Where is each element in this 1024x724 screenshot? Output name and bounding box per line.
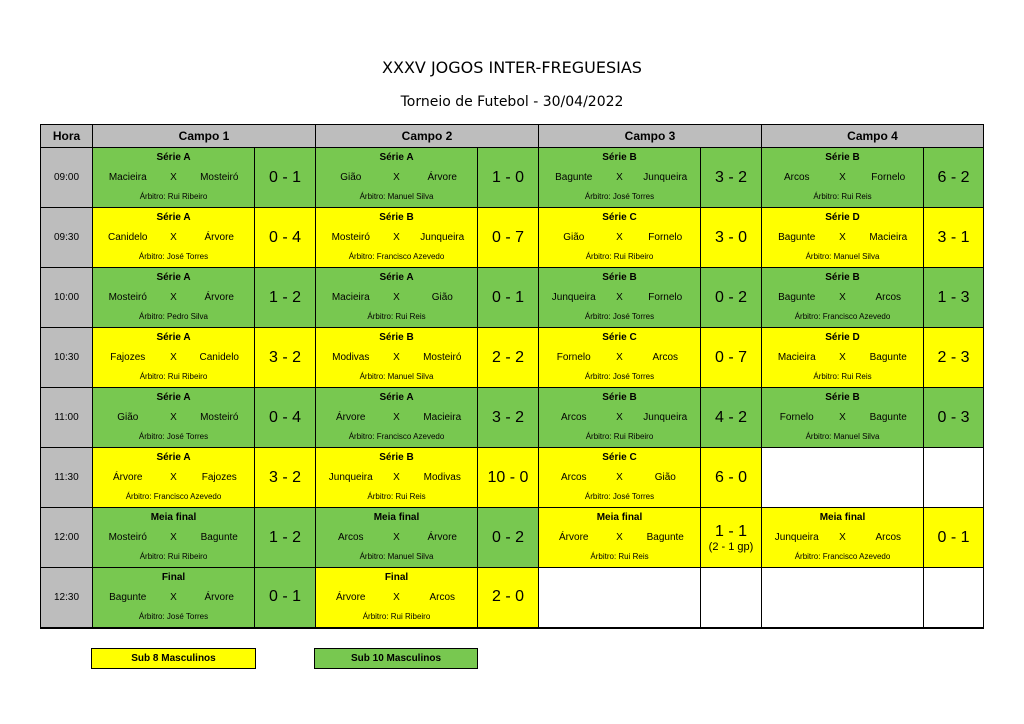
match-cell [93, 268, 255, 328]
home-team: Árvore [336, 412, 366, 423]
match-serie: Série B [825, 392, 860, 403]
match-cell [316, 448, 478, 508]
match-cell [93, 148, 255, 208]
score-value: 2 - 0 [491, 588, 524, 606]
score-cell [701, 328, 762, 388]
score-value: 3 - 0 [714, 228, 747, 246]
away-team: Arcos [875, 292, 902, 303]
versus-label: X [393, 232, 400, 243]
home-team: Bagunte [778, 232, 816, 243]
score-value: 2 - 3 [937, 348, 970, 366]
schedule-body [41, 148, 984, 628]
home-team: Gião [117, 412, 139, 423]
versus-label: X [170, 232, 177, 243]
home-team: Árvore [113, 472, 143, 483]
home-team: Mosteiró [108, 292, 147, 303]
match-cell [539, 448, 701, 508]
time-cell: 09:00 [41, 148, 93, 208]
match-serie: Série A [379, 152, 414, 163]
match-teams [316, 348, 477, 368]
referee: Árbitro: Rui Ribeiro [139, 372, 208, 381]
score-cell [478, 448, 539, 508]
away-team: Fornelo [871, 172, 906, 183]
away-team: Arcos [652, 352, 679, 363]
versus-label: X [839, 292, 846, 303]
home-team: Fornelo [556, 352, 591, 363]
referee: Árbitro: Manuel Silva [805, 252, 880, 261]
match-cell [93, 328, 255, 388]
score-cell [255, 508, 316, 568]
referee: Árbitro: Rui Ribeiro [585, 432, 654, 441]
home-team: Canidelo [108, 232, 148, 243]
referee: Árbitro: Rui Ribeiro [585, 252, 654, 261]
match-serie: Meia final [150, 512, 197, 523]
score-value: 0 - 1 [937, 528, 970, 546]
time-cell: 10:30 [41, 328, 93, 388]
score-cell [478, 268, 539, 328]
score-value: 1 - 3 [937, 288, 970, 306]
referee: Árbitro: José Torres [584, 492, 655, 501]
match-teams [762, 528, 923, 548]
away-team: Macieira [869, 232, 908, 243]
score-value: 3 - 2 [268, 348, 301, 366]
score-cell [478, 508, 539, 568]
time-cell: 10:00 [41, 268, 93, 328]
match-cell [539, 508, 701, 568]
match-serie: Série B [825, 272, 860, 283]
match-cell [539, 328, 701, 388]
score-cell [701, 508, 762, 568]
time-slot-row [41, 568, 984, 628]
versus-label: X [616, 232, 623, 243]
referee: Árbitro: Rui Reis [813, 372, 872, 381]
versus-label: X [393, 172, 400, 183]
match-serie: Série C [602, 332, 637, 343]
time-cell: 12:30 [41, 568, 93, 628]
home-team: Junqueira [551, 292, 596, 303]
score-cell [255, 328, 316, 388]
away-team: Fornelo [648, 232, 683, 243]
versus-label: X [393, 412, 400, 423]
score-value: 3 - 1 [937, 228, 970, 246]
referee: Árbitro: Francisco Azevedo [348, 252, 445, 261]
away-team: Mosteiró [423, 352, 462, 363]
match-cell [762, 388, 924, 448]
away-team: Arcos [875, 532, 902, 543]
away-team: Gião [654, 472, 676, 483]
score-value: 0 - 4 [268, 228, 301, 246]
header-campo-3: Campo 3 [539, 125, 762, 148]
away-team: Árvore [204, 592, 234, 603]
match-cell [93, 388, 255, 448]
match-serie: Série A [379, 272, 414, 283]
referee: Árbitro: Rui Ribeiro [139, 552, 208, 561]
match-teams [539, 408, 700, 428]
match-serie: Série B [602, 272, 637, 283]
match-teams [539, 468, 700, 488]
score-value: 4 - 2 [714, 408, 747, 426]
match-cell [762, 328, 924, 388]
score-value: 0 - 2 [714, 288, 747, 306]
score-value: 0 - 1 [268, 168, 301, 186]
away-team: Bagunte [200, 532, 238, 543]
score-value: 6 - 2 [937, 168, 970, 186]
match-cell [316, 268, 478, 328]
score-cell [255, 448, 316, 508]
match-cell [539, 388, 701, 448]
match-cell [93, 508, 255, 568]
match-teams [316, 408, 477, 428]
time-slot-row [41, 208, 984, 268]
score-cell [478, 388, 539, 448]
referee: Árbitro: Manuel Silva [359, 372, 434, 381]
match-cell [316, 388, 478, 448]
header-campo-4: Campo 4 [762, 125, 984, 148]
score-cell [924, 208, 984, 268]
score-cell [255, 208, 316, 268]
versus-label: X [393, 292, 400, 303]
match-serie: Final [384, 572, 409, 583]
match-teams [539, 228, 700, 248]
match-teams [93, 588, 254, 608]
match-cell [93, 208, 255, 268]
match-teams [539, 168, 700, 188]
score-cell [924, 508, 984, 568]
score-penalties: (2 - 1 gp) [708, 540, 754, 553]
time-slot-row [41, 148, 984, 208]
versus-label: X [616, 472, 623, 483]
legend-sub10: Sub 10 Masculinos [314, 648, 478, 669]
match-serie: Série C [602, 212, 637, 223]
score-cell [255, 568, 316, 628]
empty-match-cell [762, 568, 924, 628]
score-cell [924, 268, 984, 328]
home-team: Bagunte [778, 292, 816, 303]
referee: Árbitro: Francisco Azevedo [348, 432, 445, 441]
referee: Árbitro: Manuel Silva [805, 432, 880, 441]
time-slot-row [41, 388, 984, 448]
match-teams [539, 288, 700, 308]
versus-label: X [393, 472, 400, 483]
match-serie: Meia final [819, 512, 866, 523]
score-value: 10 - 0 [487, 468, 529, 486]
away-team: Mosteiró [200, 172, 239, 183]
match-teams [93, 408, 254, 428]
home-team: Árvore [559, 532, 589, 543]
document-title: XXXV JOGOS INTER-FREGUESIAS [382, 58, 642, 77]
match-cell [762, 268, 924, 328]
match-serie: Série C [602, 452, 637, 463]
score-cell [701, 268, 762, 328]
referee: Árbitro: José Torres [584, 192, 655, 201]
versus-label: X [170, 352, 177, 363]
score-value: 0 - 2 [491, 528, 524, 546]
referee: Árbitro: Rui Reis [813, 192, 872, 201]
referee: Árbitro: Francisco Azevedo [794, 312, 891, 321]
versus-label: X [616, 412, 623, 423]
away-team: Árvore [427, 532, 457, 543]
referee: Árbitro: José Torres [138, 252, 209, 261]
home-team: Gião [563, 232, 585, 243]
home-team: Arcos [783, 172, 810, 183]
home-team: Mosteiró [108, 532, 147, 543]
match-teams [93, 168, 254, 188]
match-serie: Série D [825, 212, 860, 223]
home-team: Bagunte [555, 172, 593, 183]
home-team: Arcos [337, 532, 364, 543]
score-cell [478, 208, 539, 268]
score-value: 3 - 2 [268, 468, 301, 486]
home-team: Árvore [336, 592, 366, 603]
referee: Árbitro: Pedro Silva [139, 312, 208, 321]
home-team: Macieira [108, 172, 147, 183]
home-team: Junqueira [328, 472, 373, 483]
match-serie: Série A [156, 212, 191, 223]
score-value: 2 - 2 [491, 348, 524, 366]
away-team: Junqueira [420, 232, 465, 243]
home-team: Fornelo [779, 412, 814, 423]
match-teams [316, 168, 477, 188]
referee: Árbitro: Rui Ribeiro [362, 612, 431, 621]
match-serie: Série D [825, 332, 860, 343]
match-teams [93, 468, 254, 488]
empty-score-cell [924, 568, 984, 628]
empty-match-cell [762, 448, 924, 508]
score-cell [701, 208, 762, 268]
score-value: 3 - 2 [491, 408, 524, 426]
empty-match-cell [539, 568, 701, 628]
header-campo-1: Campo 1 [93, 125, 316, 148]
versus-label: X [393, 592, 400, 603]
match-cell [316, 328, 478, 388]
versus-label: X [616, 352, 623, 363]
match-cell [93, 448, 255, 508]
away-team: Macieira [423, 412, 462, 423]
referee: Árbitro: Francisco Azevedo [794, 552, 891, 561]
versus-label: X [616, 532, 623, 543]
referee: Árbitro: José Torres [138, 612, 209, 621]
score-cell [255, 148, 316, 208]
away-team: Canidelo [199, 352, 239, 363]
score-cell [701, 148, 762, 208]
score-cell [924, 148, 984, 208]
score-cell [478, 328, 539, 388]
versus-label: X [170, 472, 177, 483]
away-team: Árvore [427, 172, 457, 183]
match-teams [93, 528, 254, 548]
match-teams [762, 168, 923, 188]
match-serie: Série B [602, 152, 637, 163]
away-team: Árvore [204, 292, 234, 303]
score-value: 0 - 7 [714, 348, 747, 366]
legend-sub8: Sub 8 Masculinos [91, 648, 256, 669]
score-cell [255, 388, 316, 448]
versus-label: X [170, 292, 177, 303]
versus-label: X [839, 352, 846, 363]
match-teams [316, 528, 477, 548]
score-cell [701, 448, 762, 508]
versus-label: X [393, 352, 400, 363]
match-teams [762, 288, 923, 308]
match-cell [539, 268, 701, 328]
home-team: Junqueira [774, 532, 819, 543]
referee: Árbitro: Rui Ribeiro [139, 192, 208, 201]
versus-label: X [170, 412, 177, 423]
match-serie: Série A [156, 392, 191, 403]
away-team: Modivas [423, 472, 461, 483]
referee: Árbitro: José Torres [584, 312, 655, 321]
away-team: Árvore [204, 232, 234, 243]
match-serie: Série A [156, 452, 191, 463]
versus-label: X [839, 172, 846, 183]
score-cell [478, 148, 539, 208]
referee: Árbitro: Manuel Silva [359, 192, 434, 201]
empty-score-cell [701, 568, 762, 628]
match-serie: Série B [379, 332, 414, 343]
match-teams [316, 468, 477, 488]
match-cell [539, 148, 701, 208]
score-cell [255, 268, 316, 328]
referee: Árbitro: Manuel Silva [359, 552, 434, 561]
away-team: Bagunte [869, 412, 907, 423]
time-slot-row [41, 268, 984, 328]
score-cell [924, 388, 984, 448]
away-team: Gião [431, 292, 453, 303]
home-team: Arcos [560, 412, 587, 423]
versus-label: X [839, 412, 846, 423]
match-serie: Série A [379, 392, 414, 403]
referee: Árbitro: Rui Reis [590, 552, 649, 561]
score-value: 0 - 1 [268, 588, 301, 606]
match-serie: Série B [379, 212, 414, 223]
home-team: Fajozes [110, 352, 146, 363]
time-slot-row [41, 448, 984, 508]
match-cell [316, 568, 478, 628]
match-serie: Série B [602, 392, 637, 403]
match-serie: Série B [379, 452, 414, 463]
versus-label: X [616, 172, 623, 183]
score-value: 1 - 1 [714, 522, 747, 540]
away-team: Fajozes [201, 472, 237, 483]
home-team: Gião [340, 172, 362, 183]
match-teams [539, 528, 700, 548]
home-team: Bagunte [109, 592, 147, 603]
home-team: Modivas [332, 352, 370, 363]
referee: Árbitro: José Torres [584, 372, 655, 381]
match-serie: Meia final [373, 512, 420, 523]
schedule-table [40, 124, 984, 629]
score-value: 0 - 7 [491, 228, 524, 246]
away-team: Bagunte [869, 352, 907, 363]
score-cell [478, 568, 539, 628]
match-cell [762, 208, 924, 268]
match-teams [93, 288, 254, 308]
match-serie: Final [161, 572, 186, 583]
match-teams [762, 348, 923, 368]
header-campo-2: Campo 2 [316, 125, 539, 148]
away-team: Bagunte [646, 532, 684, 543]
versus-label: X [170, 592, 177, 603]
match-teams [93, 228, 254, 248]
match-cell [316, 148, 478, 208]
time-cell: 09:30 [41, 208, 93, 268]
away-team: Arcos [429, 592, 456, 603]
match-serie: Série B [825, 152, 860, 163]
score-cell [701, 388, 762, 448]
away-team: Junqueira [643, 412, 688, 423]
versus-label: X [393, 532, 400, 543]
referee: Árbitro: Rui Reis [367, 312, 426, 321]
score-value: 1 - 2 [268, 528, 301, 546]
home-team: Mosteiró [331, 232, 370, 243]
away-team: Fornelo [648, 292, 683, 303]
referee: Árbitro: Francisco Azevedo [125, 492, 222, 501]
match-serie: Série A [156, 272, 191, 283]
match-cell [316, 508, 478, 568]
versus-label: X [170, 172, 177, 183]
away-team: Junqueira [643, 172, 688, 183]
score-value: 1 - 0 [491, 168, 524, 186]
match-teams [762, 408, 923, 428]
header-row [41, 125, 984, 148]
score-value: 3 - 2 [714, 168, 747, 186]
match-cell [762, 508, 924, 568]
match-serie: Meia final [596, 512, 643, 523]
match-cell [93, 568, 255, 628]
match-teams [316, 588, 477, 608]
referee: Árbitro: Rui Reis [367, 492, 426, 501]
versus-label: X [839, 232, 846, 243]
score-value: 6 - 0 [714, 468, 747, 486]
time-slot-row [41, 328, 984, 388]
score-cell [924, 328, 984, 388]
score-value: 0 - 1 [491, 288, 524, 306]
score-value: 0 - 3 [937, 408, 970, 426]
match-teams [316, 228, 477, 248]
match-teams [762, 228, 923, 248]
time-cell: 11:00 [41, 388, 93, 448]
versus-label: X [170, 532, 177, 543]
time-cell: 11:30 [41, 448, 93, 508]
match-cell [316, 208, 478, 268]
match-serie: Série A [156, 332, 191, 343]
away-team: Mosteiró [200, 412, 239, 423]
match-cell [762, 148, 924, 208]
empty-score-cell [924, 448, 984, 508]
score-value: 1 - 2 [268, 288, 301, 306]
home-team: Macieira [777, 352, 816, 363]
referee: Árbitro: José Torres [138, 432, 209, 441]
match-teams [539, 348, 700, 368]
versus-label: X [839, 532, 846, 543]
match-cell [539, 208, 701, 268]
time-slot-row [41, 508, 984, 568]
document-subtitle: Torneio de Futebol - 30/04/2022 [400, 94, 624, 110]
time-cell: 12:00 [41, 508, 93, 568]
match-serie: Série A [156, 152, 191, 163]
header-hora: Hora [41, 125, 93, 148]
home-team: Macieira [331, 292, 370, 303]
home-team: Arcos [560, 472, 587, 483]
match-teams [93, 348, 254, 368]
match-teams [316, 288, 477, 308]
score-value: 0 - 4 [268, 408, 301, 426]
versus-label: X [616, 292, 623, 303]
